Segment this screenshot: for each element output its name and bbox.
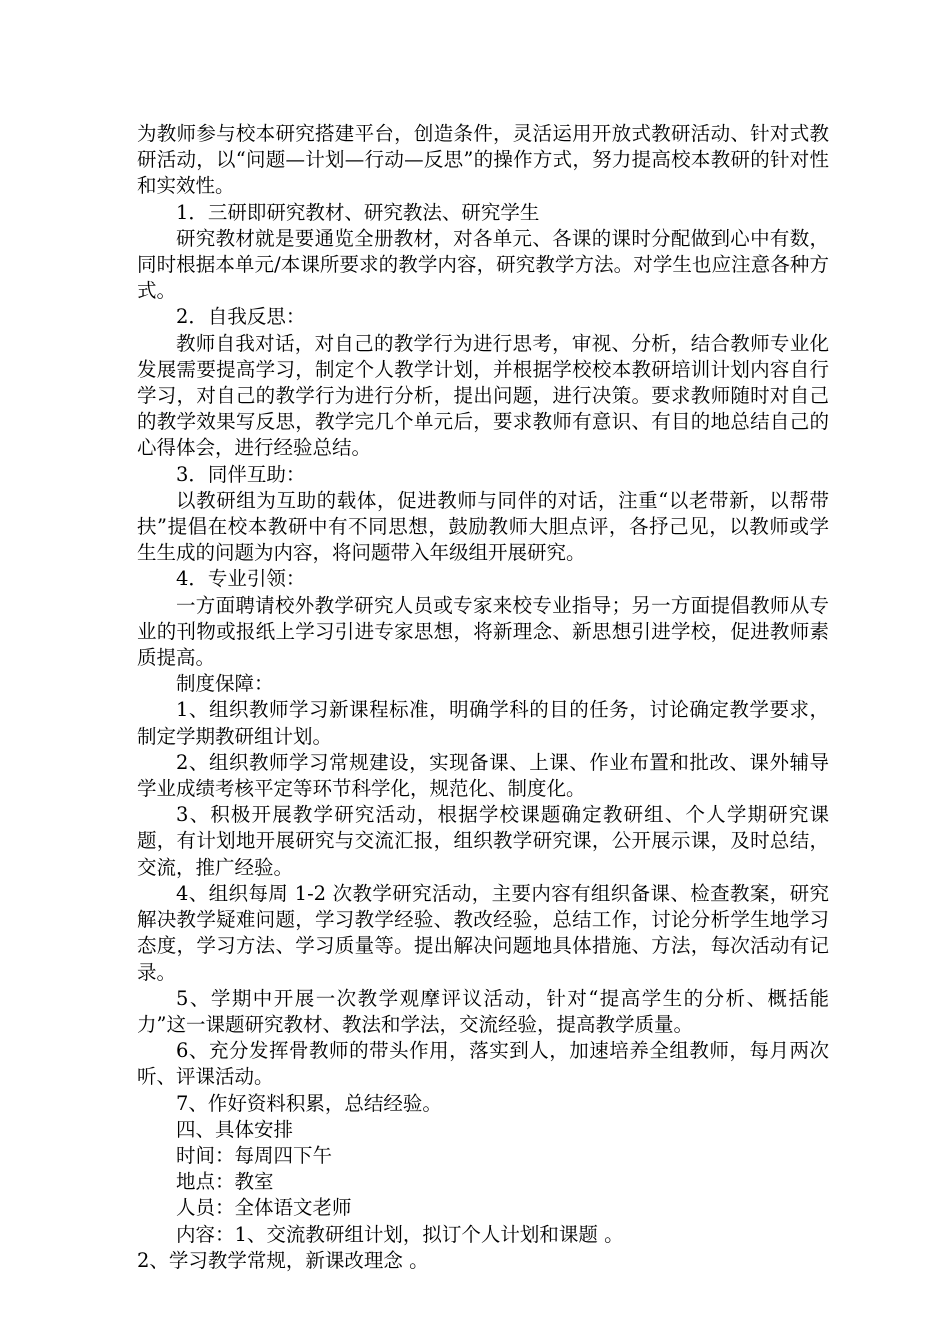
schedule-content: 内容：1、交流教研组计划，拟订个人计划和课题 。 [176, 1222, 624, 1246]
section-heading: 四、具体安排 [176, 1117, 294, 1141]
heading-peer-help: 3．同伴互助： [176, 462, 306, 486]
paragraph: 研究教材就是要通览全册教材，对各单元、各课的课时分配做到心中有数，同时根据本单元/本课所要求的教学内容，研究教学方法。对学生也应注意各种方式。 [137, 226, 829, 303]
heading-self-reflection: 2．自我反思： [176, 305, 306, 329]
schedule-people: 人员：全体语文老师 [176, 1196, 352, 1220]
list-item: 1、组织教师学习新课程标准，明确学科的目的任务，讨论确定教学要求，制定学期教研组计划。 [137, 698, 829, 748]
schedule-content-item: 2、学习教学常规，新课改理念 。 [137, 1248, 429, 1272]
document-page [137, 121, 829, 1274]
schedule-place: 地点：教室 [176, 1170, 274, 1194]
list-item: 2、组织教师学习常规建设，实现备课、上课、作业布置和批改、课外辅导学业成绩考核平定等环节科学化，规范化、制度化。 [137, 750, 829, 801]
paragraph: 为教师参与校本研究搭建平台，创造条件，灵活运用开放式教研活动、针对式教研活动，以“问题—计划—行动—反思”的操作方式，努力提高校本教研的针对性和实效性。 [137, 122, 829, 198]
list-item: 7、作好资料积累，总结经验。 [176, 1091, 442, 1115]
paragraph: 以教研组为互助的载体，促进教师与同伴的对话，注重“以老带新，以帮带扶”提倡在校本教研中有不同思想，鼓励教师大胆点评，各抒己见，以教师或学生生成的问题为内容，将问题带入年级组开展研究。 [137, 488, 829, 565]
list-item: 5、学期中开展一次教学观摩评议活动，针对“提高学生的分析、概括能力”这一课题研究教材、教法和学法，交流经验，提高教学质量。 [137, 986, 829, 1036]
list-item: 3、积极开展教学研究活动，根据学校课题确定教研组、个人学期研究课题，有计划地开展研究与交流汇报，组织教学研究课，公开展示课，及时总结，交流，推广经验。 [137, 803, 829, 879]
list-item: 6、充分发挥骨教师的带头作用，落实到人，加速培养全组教师，每月两次听、评课活动。 [137, 1039, 829, 1089]
heading-system-guarantee: 制度保障： [176, 672, 274, 696]
list-item: 4、组织每周 1-2 次教学研究活动，主要内容有组织备课、检查教案，研究解决教学疑难问题，学习教学经验、教改经验，总结工作，讨论分析学生地学习态度，学习方法、学习质量等。提出解决问题地具体措施、方法，每次活动有记录。 [137, 881, 829, 984]
schedule-time: 时间：每周四下午 [176, 1143, 333, 1167]
paragraph: 教师自我对话，对自己的教学行为进行思考，审视、分析，结合教师专业化发展需要提高学习，制定个人教学计划，并根据学校校本教研培训计划内容自行学习，对自己的教学行为进行分析，提出问题，进行决策。要求教师随时对自己的教学效果写反思，教学完几个单元后，要求教师有意识、有目的地总结自己的心得体会，进行经验总结。 [137, 331, 829, 460]
heading-three-research: 1．三研即研究教材、研究教法、研究学生 [176, 200, 540, 224]
heading-professional-guidance: 4．专业引领： [176, 567, 306, 591]
paragraph: 一方面聘请校外教学研究人员或专家来校专业指导；另一方面提倡教师从专业的刊物或报纸上学习引进专家思想，将新理念、新思想引进学校，促进教师素质提高。 [137, 593, 829, 670]
